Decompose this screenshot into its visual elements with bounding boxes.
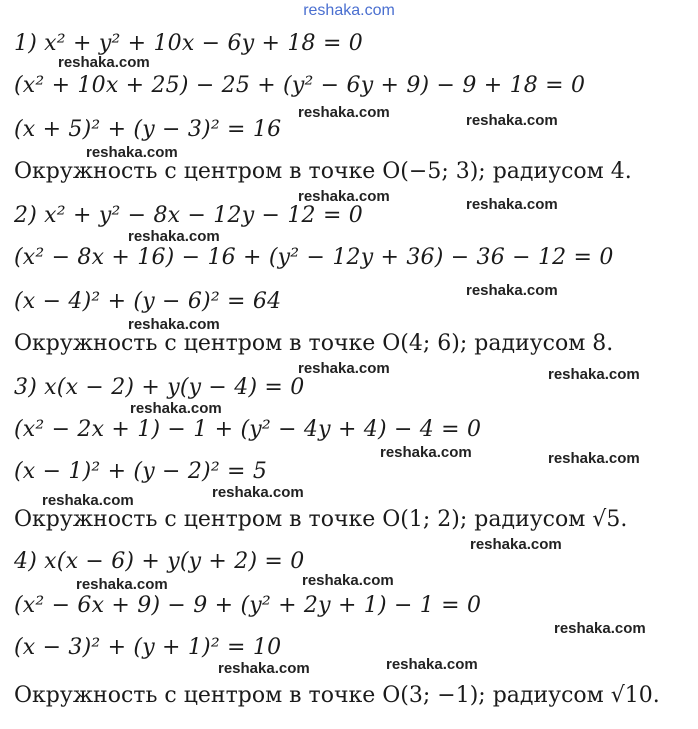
watermark: reshaka.com [380,444,472,461]
watermark: reshaka.com [548,366,640,383]
problem-2-equation: 2) x² + y² − 8x − 12y − 12 = 0 [14,203,363,228]
problem-2-step-1: (x² − 8x + 16) − 16 + (y² − 12y + 36) − 36 − 12 = 0 [14,245,614,270]
watermark: reshaka.com [76,576,168,593]
problem-2-answer: Окружность с центром в точке O(4; 6); радиусом 8. [14,331,614,356]
watermark: reshaka.com [298,188,390,205]
problem-3-equation: 3) x(x − 2) + y(y − 4) = 0 [14,375,305,400]
watermark: reshaka.com [130,400,222,417]
problem-3-answer: Окружность с центром в точке O(1; 2); радиусом √5. [14,507,628,532]
watermark: reshaka.com [218,660,310,677]
watermark: reshaka.com [128,228,220,245]
problem-1-equation: 1) x² + y² + 10x − 6y + 18 = 0 [14,31,363,56]
problem-3-step-1: (x² − 2x + 1) − 1 + (y² − 4y + 4) − 4 = 0 [14,417,482,442]
problem-2-step-2: (x − 4)² + (y − 6)² = 64 [14,289,282,314]
problem-4-step-2: (x − 3)² + (y + 1)² = 10 [14,635,282,660]
problem-4-step-1: (x² − 6x + 9) − 9 + (y² + 2y + 1) − 1 = 0 [14,593,482,618]
watermark: reshaka.com [466,112,558,129]
problem-1-answer: Окружность с центром в точке O(−5; 3); радиусом 4. [14,159,632,184]
watermark: reshaka.com [302,572,394,589]
problem-3-step-2: (x − 1)² + (y − 2)² = 5 [14,459,268,484]
watermark: reshaka.com [58,54,150,71]
watermark: reshaka.com [554,620,646,637]
watermark: reshaka.com [470,536,562,553]
watermark: reshaka.com [42,492,134,509]
watermark: reshaka.com [128,316,220,333]
watermark: reshaka.com [298,360,390,377]
watermark: reshaka.com [466,196,558,213]
problem-1-step-1: (x² + 10x + 25) − 25 + (y² − 6y + 9) − 9 + 18 = 0 [14,73,586,98]
problem-4-equation: 4) x(x − 6) + y(y + 2) = 0 [14,549,305,574]
watermark: reshaka.com [212,484,304,501]
watermark: reshaka.com [548,450,640,467]
site-header: reshaka.com [303,2,395,19]
watermark: reshaka.com [86,144,178,161]
watermark: reshaka.com [466,282,558,299]
problem-4-answer: Окружность с центром в точке O(3; −1); радиусом √10. [14,683,660,708]
watermark: reshaka.com [298,104,390,121]
watermark: reshaka.com [386,656,478,673]
problem-1-step-2: (x + 5)² + (y − 3)² = 16 [14,117,282,142]
